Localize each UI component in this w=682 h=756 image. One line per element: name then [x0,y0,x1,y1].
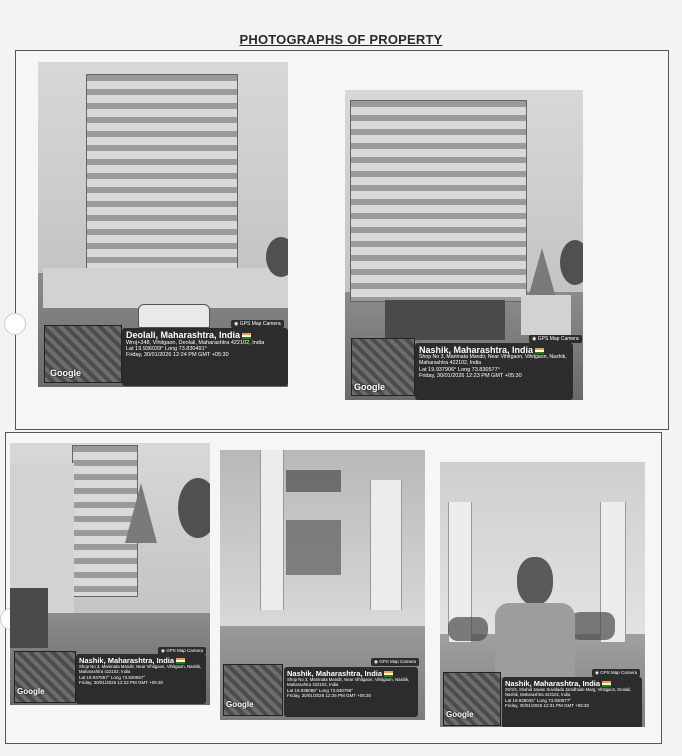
page-title: PHOTOGRAPHS OF PROPERTY [239,32,443,47]
camera-icon: ◉ [374,659,380,664]
geotag-place: Nashik, Maharashtra, India [419,345,569,355]
pillar [260,450,284,610]
balcony-railing [286,470,341,492]
geotag-place: Nashik, Maharashtra, India [287,669,415,678]
geotag-overlay [415,343,573,400]
geotag-overlay [284,667,418,717]
parked-motorcycle [448,617,488,641]
gps-map-camera-badge [371,658,419,666]
apartment-building [86,74,238,276]
google-watermark: Google [17,687,45,696]
parked-car [138,304,210,328]
person-face [517,557,553,605]
gps-map-camera-badge [592,669,640,677]
shop-shutter [385,300,505,340]
geotag-address: Shop No 3, Marimata Mandir, Near Vihitgaon, Vihitgaon, Nashik, Maharashtra 422102, India [419,354,567,366]
apartment-building [72,445,138,597]
pillar [370,480,402,610]
google-watermark: Google [226,700,254,709]
camera-icon: ◉ [161,648,167,653]
badge-label: GPS Map Camera [600,670,637,675]
google-watermark: Google [354,382,385,392]
geotag-latlong: Lat 19.936039° Long 73.830491° [126,346,207,353]
geotag-datetime: Friday, 30/01/2026 12:23 PM GMT +05:30 [419,372,522,379]
geotag-latlong: Lat 19.938035° Long 73.830877° [505,697,572,703]
geotag-latlong: Lat 19.937657° Long 73.830657° [79,674,146,680]
geotag-place: Nashik, Maharashtra, India [505,679,639,688]
google-watermark: Google [446,710,474,719]
geotag-address: 29/1/6, Shahid Jawan Suvidada Jamdhade Marg, Vihitgaon, Deolali, Nashik, Maharashtra 422102, India [505,687,632,697]
person-shirt [495,603,575,677]
parked-scooter [570,612,615,640]
gps-map-camera-badge [231,320,284,328]
geotag-datetime: Friday, 30/01/2026 12:31 PM GMT +05:30 [505,702,590,708]
gate [10,588,48,648]
camera-icon: ◉ [532,336,538,342]
badge-label: GPS Map Camera [379,659,416,664]
shop-front [43,268,288,308]
geotag-place: Deolali, Maharashtra, India [126,330,284,340]
apartment-building [350,100,527,302]
badge-label: GPS Map Camera [166,648,203,653]
badge-label: GPS Map Camera [239,321,281,327]
badge-label: GPS Map Camera [537,336,579,342]
geotag-datetime: Friday, 30/01/2026 12:22 PM GMT +05:30 [79,679,164,685]
camera-icon: ◉ [234,321,240,327]
geotag-address: Shop No 3, Marimata Mandir, Near Vihitgaon, Vihitgaon, Nashik, Maharashtra 422102, India [287,677,410,687]
property-photo-4 [220,450,425,720]
tree [266,237,288,277]
binder-hole-top [4,313,26,335]
india-flag-icon [535,348,544,354]
geotag-overlay [502,677,642,727]
geotag-datetime: Friday, 30/01/2026 12:24 PM GMT +05:30 [126,352,229,359]
passage-opening [286,520,341,575]
geotag-overlay [76,654,206,704]
property-photo-3 [10,443,210,705]
geotag-overlay [122,328,288,386]
property-photo-1 [38,62,288,387]
google-watermark: Google [50,368,81,378]
geotag-latlong: Lat 19.937906° Long 73.830577° [419,366,500,373]
geotag-address: Wroj+348, Vihitgaon, Deolali, Maharashtra 422102, India [126,340,265,346]
india-flag-icon [242,333,251,339]
camera-icon: ◉ [595,670,601,675]
property-photo-2 [345,90,583,400]
geotag-place: Nashik, Maharashtra, India [79,656,203,665]
geotag-latlong: Lat 19.938088° Long 73.830759° [287,687,354,693]
gps-map-camera-badge [529,335,582,343]
tree [560,240,583,285]
temple-base [521,295,571,335]
geotag-address: Shop No 3, Marimata Mandir, Near Vihitgaon, Vihitgaon, Nashik, Maharashtra 422102, India [79,664,202,674]
property-photo-5 [440,462,645,727]
tree [178,478,210,538]
selfie-person [495,557,575,677]
geotag-datetime: Friday, 30/01/2026 12:25 PM GMT +05:30 [287,692,372,698]
